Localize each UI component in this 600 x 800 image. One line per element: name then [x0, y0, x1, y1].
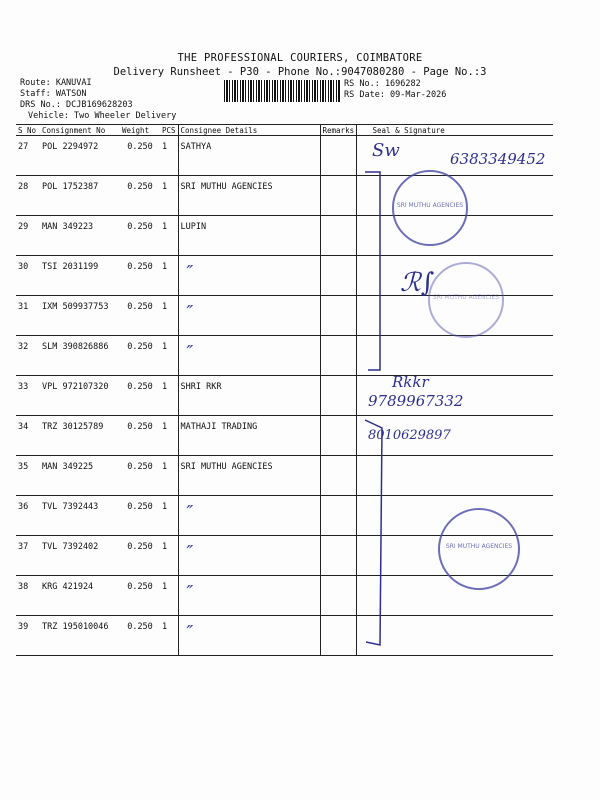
cell-weight: 0.250: [120, 376, 160, 416]
phone-handwritten-1: 6383349452: [450, 150, 546, 168]
cell-sno: 33: [16, 376, 40, 416]
table-row: [16, 336, 553, 376]
cell-weight: 0.250: [120, 576, 160, 616]
cell-sno: 38: [16, 576, 40, 616]
cell-sno: 39: [16, 616, 40, 656]
cell-consignee: [178, 576, 320, 616]
stamp-text: SRI MUTHU AGENCIES: [432, 294, 500, 301]
cell-pcs: 1: [160, 376, 178, 416]
cell-weight: 0.250: [120, 296, 160, 336]
signature-3: ℛ∫: [400, 268, 435, 298]
signature-1: Sw: [372, 140, 400, 161]
cell-remarks: [320, 616, 356, 656]
table-row: [16, 456, 553, 496]
col-consignment: Consignment No: [40, 125, 120, 136]
cell-pcs: 1: [160, 496, 178, 536]
table-row: [16, 416, 553, 456]
cell-remarks: [320, 136, 356, 176]
col-seal: Seal & Signature: [356, 125, 553, 136]
table-row: [16, 176, 553, 216]
cell-pcs: 1: [160, 576, 178, 616]
cell-pcs: 1: [160, 216, 178, 256]
cell-weight: 0.250: [120, 336, 160, 376]
cell-pcs: 1: [160, 616, 178, 656]
cell-consignee: LUPIN: [178, 216, 320, 256]
cell-remarks: [320, 256, 356, 296]
cell-remarks: [320, 456, 356, 496]
cell-consignee: SATHYA: [178, 136, 320, 176]
cell-weight: 0.250: [120, 176, 160, 216]
cell-consignment: TVL 7392443: [40, 496, 120, 536]
runsheet-subtitle: Delivery Runsheet - P30 - Phone No.:9047080280 - Page No.:3: [113, 66, 487, 78]
cell-sno: 32: [16, 336, 40, 376]
phone-handwritten-2: 9789967332: [368, 392, 464, 410]
table-row: [16, 616, 553, 656]
signature-2: Rkkr: [392, 373, 429, 391]
cell-weight: 0.250: [120, 136, 160, 176]
table-header: [16, 125, 553, 136]
cell-consignment: POL 1752387: [40, 176, 120, 216]
col-consignee: Consignee Details: [178, 125, 320, 136]
cell-remarks: [320, 176, 356, 216]
cell-sno: 30: [16, 256, 40, 296]
cell-weight: 0.250: [120, 616, 160, 656]
cell-consignment: MAN 349223: [40, 216, 120, 256]
vehicle: Vehicle: Two Wheeler Delivery: [28, 111, 177, 121]
cell-sno: 29: [16, 216, 40, 256]
table-row: [16, 216, 553, 256]
rs-number: RS No.: 1696282: [344, 79, 421, 89]
cell-consignment: MAN 349225: [40, 456, 120, 496]
drs-number: DRS No.: DCJB169628203: [20, 100, 133, 110]
cell-consignment: TRZ 30125789: [40, 416, 120, 456]
phone-handwritten-3: 8010629897: [368, 428, 451, 443]
staff: Staff: WATSON: [20, 89, 87, 99]
cell-remarks: [320, 576, 356, 616]
cell-consignment: VPL 972107320: [40, 376, 120, 416]
bracket-mark: [360, 170, 390, 650]
ditto-mark: ″: [186, 542, 194, 563]
cell-sno: 34: [16, 416, 40, 456]
cell-consignee: [178, 536, 320, 576]
cell-consignment: KRG 421924: [40, 576, 120, 616]
col-remarks: Remarks: [320, 125, 356, 136]
ditto-mark: ″: [186, 302, 194, 323]
stamp-text: SRI MUTHU AGENCIES: [396, 202, 464, 209]
cell-consignee: [178, 256, 320, 296]
cell-consignment: IXM 509937753: [40, 296, 120, 336]
col-sno: S No: [16, 125, 40, 136]
cell-remarks: [320, 496, 356, 536]
cell-weight: 0.250: [120, 216, 160, 256]
cell-pcs: 1: [160, 176, 178, 216]
cell-pcs: 1: [160, 456, 178, 496]
cell-remarks: [320, 416, 356, 456]
ditto-mark: ″: [186, 582, 194, 603]
cell-sno: 31: [16, 296, 40, 336]
cell-weight: 0.250: [120, 456, 160, 496]
seal-stamp: [428, 262, 504, 338]
cell-consignee: [178, 496, 320, 536]
cell-sno: 27: [16, 136, 40, 176]
cell-consignee: SRI MUTHU AGENCIES: [178, 456, 320, 496]
seal-stamp: [438, 508, 520, 590]
cell-consignee: MATHAJI TRADING: [178, 416, 320, 456]
cell-pcs: 1: [160, 136, 178, 176]
cell-pcs: 1: [160, 416, 178, 456]
ditto-mark: ″: [186, 622, 194, 643]
col-weight: Weight: [120, 125, 160, 136]
cell-remarks: [320, 216, 356, 256]
cell-remarks: [320, 376, 356, 416]
company-title: THE PROFESSIONAL COURIERS, COIMBATORE: [177, 52, 423, 64]
cell-pcs: 1: [160, 336, 178, 376]
rs-date: RS Date: 09-Mar-2026: [344, 90, 447, 100]
barcode: [224, 80, 340, 102]
col-pcs: PCS: [160, 125, 178, 136]
cell-pcs: 1: [160, 256, 178, 296]
cell-weight: 0.250: [120, 496, 160, 536]
cell-remarks: [320, 336, 356, 376]
cell-consignee: [178, 296, 320, 336]
cell-consignee: [178, 616, 320, 656]
ditto-mark: ″: [186, 502, 194, 523]
cell-consignment: TVL 7392402: [40, 536, 120, 576]
table-row: [16, 376, 553, 416]
cell-pcs: 1: [160, 296, 178, 336]
cell-sno: 35: [16, 456, 40, 496]
stamp-text: SRI MUTHU AGENCIES: [445, 543, 513, 550]
cell-remarks: [320, 536, 356, 576]
cell-weight: 0.250: [120, 536, 160, 576]
cell-consignment: POL 2294972: [40, 136, 120, 176]
cell-consignee: SHRI RKR: [178, 376, 320, 416]
ditto-mark: ″: [186, 262, 194, 283]
cell-consignment: SLM 390826886: [40, 336, 120, 376]
route: Route: KANUVAI: [20, 78, 92, 88]
seal-stamp: [392, 170, 468, 246]
cell-weight: 0.250: [120, 416, 160, 456]
cell-consignment: TRZ 195010046: [40, 616, 120, 656]
cell-sno: 37: [16, 536, 40, 576]
cell-consignee: [178, 336, 320, 376]
cell-pcs: 1: [160, 536, 178, 576]
ditto-mark: ″: [186, 342, 194, 363]
cell-remarks: [320, 296, 356, 336]
cell-sno: 28: [16, 176, 40, 216]
cell-sno: 36: [16, 496, 40, 536]
cell-consignment: TSI 2031199: [40, 256, 120, 296]
cell-consignee: SRI MUTHU AGENCIES: [178, 176, 320, 216]
cell-weight: 0.250: [120, 256, 160, 296]
